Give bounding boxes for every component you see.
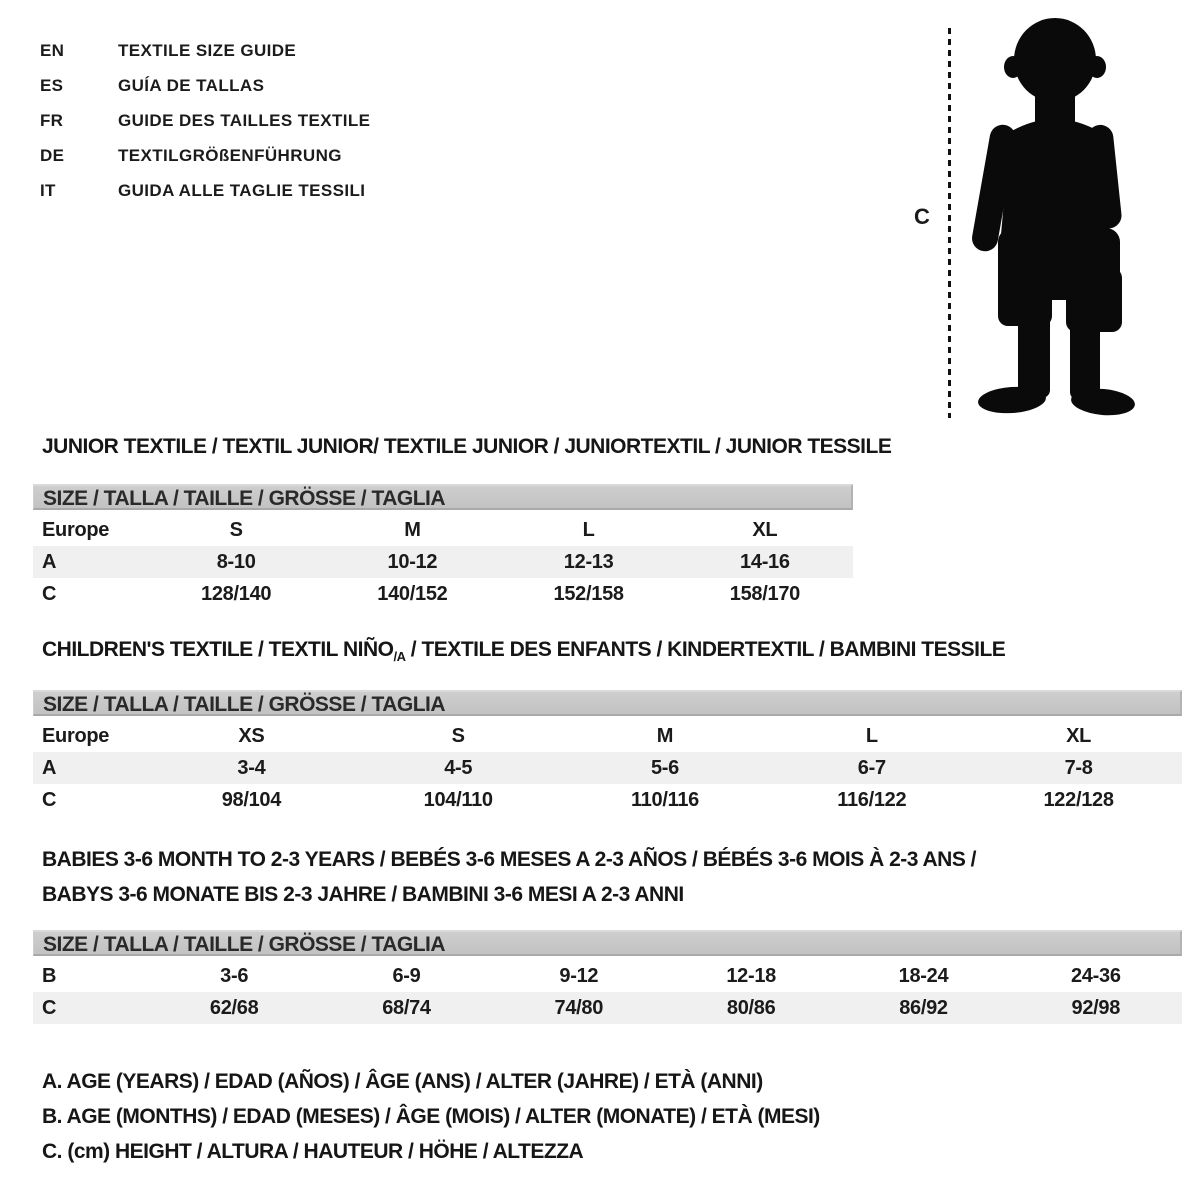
- size-cell: L: [582, 519, 595, 541]
- legend-line-a: A. AGE (YEARS) / EDAD (AÑOS) / ÂGE (ANS) / ALTER (JAHRE) / ETÀ (ANNI): [42, 1070, 763, 1093]
- language-row-de: [40, 138, 370, 173]
- height-cell: 62/68: [209, 997, 259, 1019]
- age-cell: 12-18: [726, 965, 776, 987]
- size-cell: S: [451, 725, 465, 747]
- age-cell: 7-8: [1064, 757, 1093, 779]
- age-cell: 14-16: [740, 551, 790, 573]
- language-code-it: IT: [40, 180, 56, 200]
- row-label: A: [42, 757, 57, 779]
- size-cell: XL: [752, 519, 778, 541]
- junior-size-header: SIZE / TALLA / TAILLE / GRÖSSE / TAGLIA: [33, 484, 853, 510]
- language-row-en: [40, 33, 370, 68]
- age-cell: 5-6: [650, 757, 679, 779]
- height-cell: 68/74: [382, 997, 431, 1019]
- size-cell: XL: [1066, 725, 1092, 747]
- children-size-table: [33, 690, 1182, 816]
- age-cell: 4-5: [444, 757, 473, 779]
- legend-line-b: B. AGE (MONTHS) / EDAD (MESES) / ÂGE (MOIS) / ALTER (MONATE) / ETÀ (MESI): [42, 1105, 820, 1128]
- children-size-header: SIZE / TALLA / TAILLE / GRÖSSE / TAGLIA: [33, 690, 1182, 716]
- table-row: [33, 752, 1182, 784]
- row-label: C: [42, 997, 57, 1019]
- row-label: Europe: [42, 519, 110, 541]
- height-cell: 122/128: [1043, 789, 1114, 811]
- row-label: C: [42, 789, 57, 811]
- table-row: [33, 514, 853, 546]
- height-cell: 86/92: [899, 997, 948, 1019]
- legend-line-c: C. (cm) HEIGHT / ALTURA / HAUTEUR / HÖHE / ALTEZZA: [42, 1140, 584, 1163]
- measure-legend: [42, 1064, 820, 1169]
- height-measure-figure: [900, 0, 1200, 430]
- babies-size-table: [33, 930, 1182, 1024]
- size-cell: L: [865, 725, 878, 747]
- height-cell: 128/140: [201, 583, 272, 605]
- babies-title-line2: BABYS 3-6 MONATE BIS 2-3 JAHRE / BAMBINI 3-6 MESI A 2-3 ANNI: [42, 883, 684, 906]
- age-cell: 3-4: [237, 757, 266, 779]
- language-code-es: ES: [40, 75, 64, 95]
- language-title-de: TEXTILGRÖßENFÜHRUNG: [118, 145, 342, 165]
- size-cell: M: [656, 725, 674, 747]
- table-row: [33, 578, 853, 610]
- size-cell: S: [229, 519, 243, 541]
- table-row: [33, 992, 1182, 1024]
- babies-section-title: [42, 842, 976, 912]
- size-cell: XS: [238, 725, 265, 747]
- children-title-sub: /A: [393, 649, 406, 665]
- height-cell: 152/158: [553, 583, 624, 605]
- height-cell: 74/80: [554, 997, 604, 1019]
- toddler-silhouette-icon: [950, 10, 1150, 420]
- language-title-list: [40, 33, 370, 208]
- language-code-fr: FR: [40, 110, 64, 130]
- height-measure-label: C: [914, 204, 930, 229]
- size-cell: M: [404, 519, 421, 541]
- table-row: [33, 720, 1182, 752]
- age-cell: 9-12: [559, 965, 599, 987]
- height-cell: 110/116: [630, 789, 699, 811]
- language-title-fr: GUIDE DES TAILLES TEXTILE: [118, 110, 371, 130]
- age-cell: 8-10: [216, 551, 256, 573]
- babies-title-line1: BABIES 3-6 MONTH TO 2-3 YEARS / BEBÉS 3-6 MESES A 2-3 AÑOS / BÉBÉS 3-6 MOIS À 2-3 ANS /: [42, 848, 977, 871]
- language-title-es: GUÍA DE TALLAS: [118, 75, 265, 95]
- table-row: [33, 784, 1182, 816]
- table-row: [33, 546, 853, 578]
- children-title-pre: CHILDREN'S TEXTILE / TEXTIL NIÑO: [42, 638, 394, 661]
- height-cell: 158/170: [729, 583, 800, 605]
- language-code-de: DE: [40, 145, 65, 165]
- junior-section-title: JUNIOR TEXTILE / TEXTIL JUNIOR/ TEXTILE JUNIOR / JUNIORTEXTIL / JUNIOR TESSILE: [42, 435, 892, 458]
- age-cell: 12-13: [563, 551, 614, 573]
- row-label: C: [42, 583, 57, 605]
- junior-size-table: [33, 484, 853, 610]
- height-cell: 140/152: [377, 583, 448, 605]
- row-label: Europe: [42, 725, 110, 747]
- language-title-en: TEXTILE SIZE GUIDE: [118, 40, 297, 60]
- height-cell: 116/122: [837, 789, 907, 811]
- language-code-en: EN: [40, 40, 65, 60]
- height-cell: 92/98: [1071, 997, 1121, 1019]
- row-label: B: [42, 965, 57, 987]
- language-row-fr: [40, 103, 370, 138]
- height-cell: 80/86: [726, 997, 776, 1019]
- children-section-title: [42, 638, 1005, 664]
- age-cell: 6-9: [392, 965, 421, 987]
- age-cell: 6-7: [857, 757, 886, 779]
- age-cell: 10-12: [387, 551, 438, 573]
- babies-size-header: SIZE / TALLA / TAILLE / GRÖSSE / TAGLIA: [33, 930, 1182, 956]
- height-cell: 98/104: [221, 789, 282, 811]
- age-cell: 3-6: [220, 965, 249, 987]
- age-cell: 24-36: [1070, 965, 1121, 987]
- height-cell: 104/110: [423, 789, 493, 811]
- language-title-it: GUIDA ALLE TAGLIE TESSILI: [118, 180, 366, 200]
- language-row-it: [40, 173, 370, 208]
- row-label: A: [42, 551, 57, 573]
- children-title-post: / TEXTILE DES ENFANTS / KINDERTEXTIL / BAMBINI TESSILE: [405, 638, 1006, 661]
- language-row-es: [40, 68, 370, 103]
- table-row: [33, 960, 1182, 992]
- age-cell: 18-24: [898, 965, 949, 987]
